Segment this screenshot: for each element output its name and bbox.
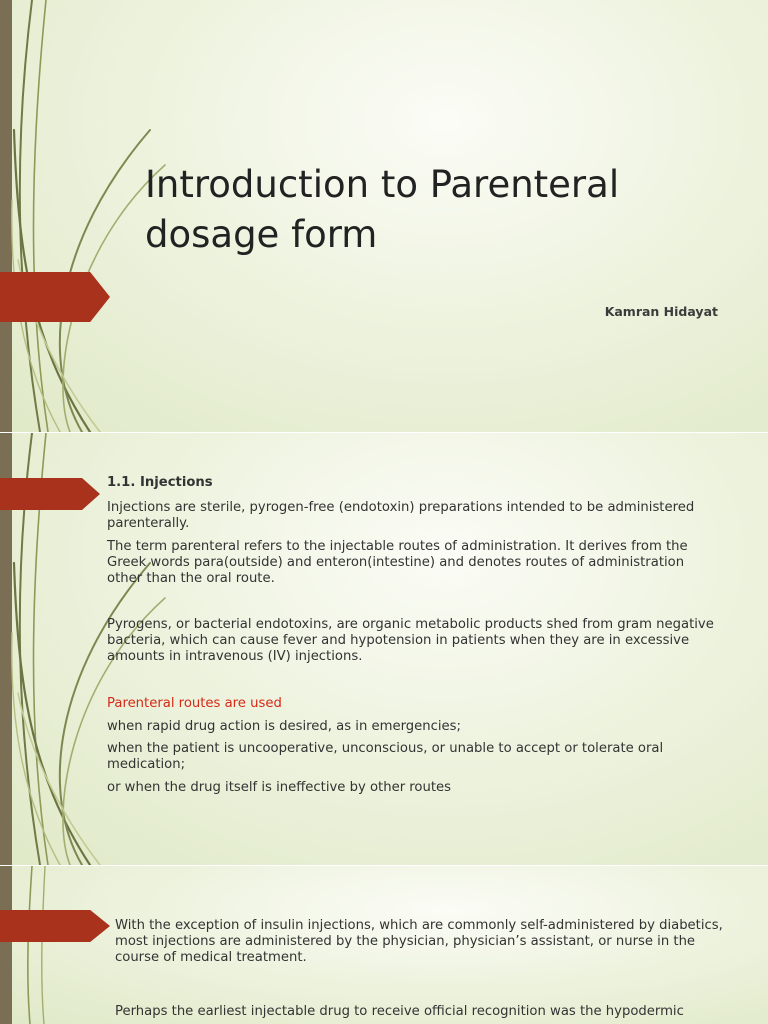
- routes-heading: Parenteral routes are used: [107, 696, 282, 711]
- slide-body: [115, 918, 725, 1020]
- slide-administration: [0, 866, 768, 1024]
- paragraph: With the exception of insulin injections, which are commonly self-administered by diabetics, most injections are administered by the physician, physician’s assistant, or nurse in the course of medical treatment.: [115, 918, 723, 965]
- route-item: when the patient is uncooperative, unconscious, or unable to accept or tolerate oral medication;: [107, 741, 664, 772]
- section-heading: 1.1. Injections: [107, 475, 213, 490]
- route-item: when rapid drug action is desired, as in emergencies;: [107, 719, 461, 734]
- paragraph: Perhaps the earliest injectable drug to receive official recognition was the hypodermic: [115, 1004, 684, 1019]
- accent-flag: [0, 478, 100, 510]
- accent-flag: [0, 272, 110, 322]
- paragraph: Pyrogens, or bacterial endotoxins, are organic metabolic products shed from gram negative bacteria, which can cause fever and hypotension in patients when they are in excessive amounts in intravenous (IV) injections.: [107, 617, 714, 664]
- author-name: Kamran Hidayat: [604, 304, 718, 319]
- slide-title: [0, 0, 768, 432]
- accent-flag: [0, 910, 110, 942]
- slide-injections: [0, 433, 768, 865]
- slide-title-text: Introduction to Parenteral dosage form: [145, 163, 620, 256]
- paragraph: Injections are sterile, pyrogen-free (endotoxin) preparations intended to be administered parenterally.: [107, 500, 695, 531]
- route-item: or when the drug itself is ineffective by other routes: [107, 780, 452, 795]
- paragraph: The term parenteral refers to the injectable routes of administration. It derives from the Greek words para(outside) and enteron(intestine) and denotes routes of administration other than the oral route.: [107, 539, 688, 586]
- slide-body: [107, 475, 722, 796]
